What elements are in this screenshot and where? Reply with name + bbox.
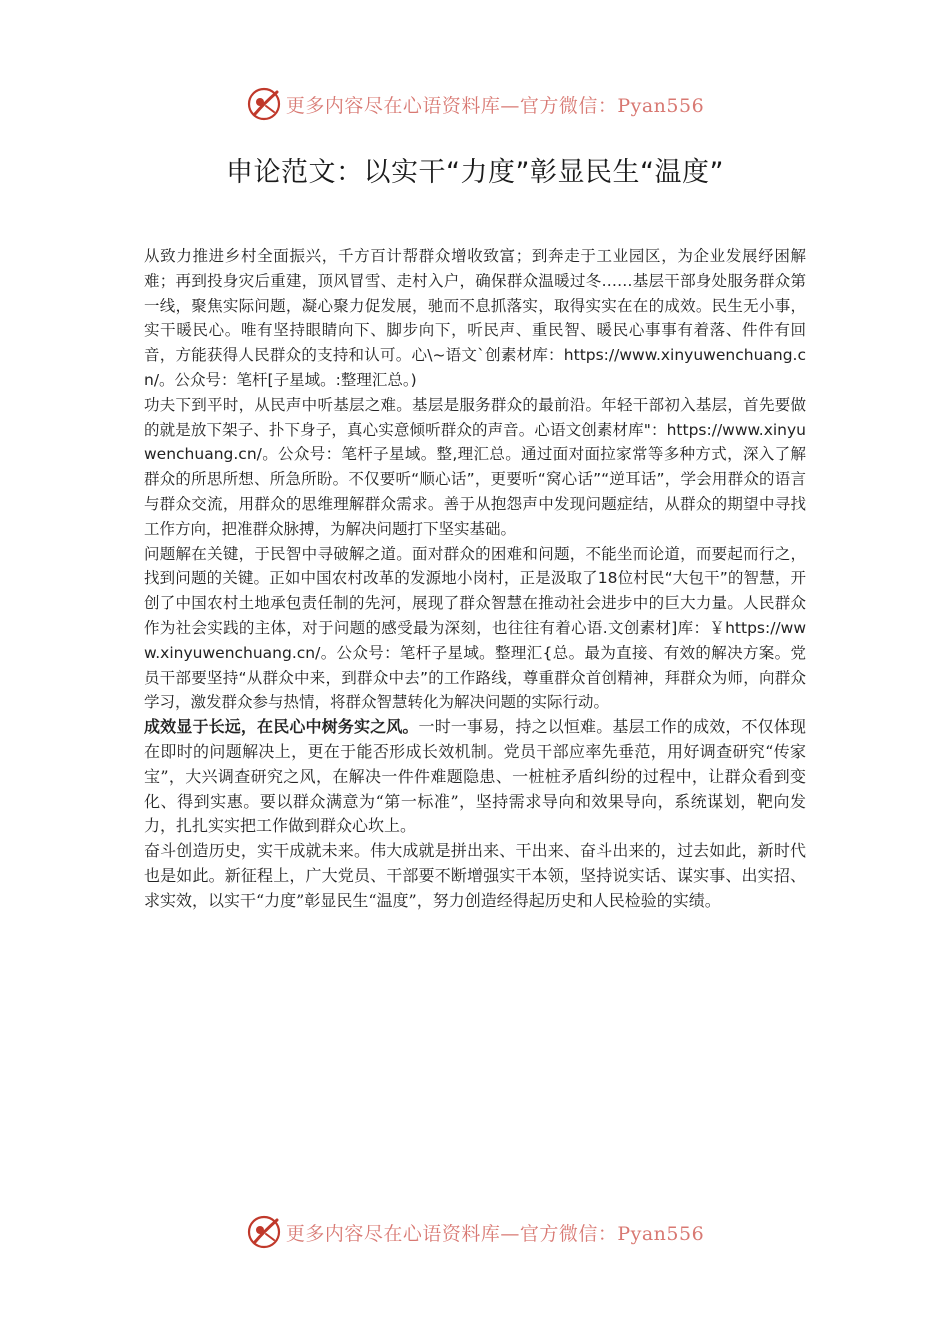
paragraph-text: 一时一事易，持之以恒难。基层工作的成效，不仅体现在即时的问题解决上，更在于能否形成长效机制。党员干部应率先垂范，用好调查研究“传家宝”，大兴调查研究之风，在解决一件件难题隐患、一桩桩矛盾纠纷的过程中，让群众看到变化、得到实惠。要以群众满意为“第一标准”，坚持需求导向和效果导向，系统谋划，靶向发力，扎扎实实把工作做到群众心坎上。: [144, 717, 806, 836]
page-title: 申论范文：以实干“力度”彰显民生“温度”: [226, 157, 724, 188]
article-body: [144, 244, 806, 914]
paragraph-text: 功夫下到平时，从民声中听基层之难。基层是服务群众的最前沿。年轻干部初入基层，首先要做的就是放下架子、扑下身子，真心实意倾听群众的声音。心语文创素材库"：https://www.xinyuwenchuang.cn/。公众号：笔杆子星域。整,理汇总。通过面对面拉家常等多种方式，深入了解群众的所思所想、所急所盼。不仅要听“顺心话”，更要听“窝心话”“逆耳话”，学会用群众的语言与群众交流，用群众的思维理解群众需求。善于从抱怨声中发现问题症结，从群众的期望中寻找工作方向，把准群众脉搏，为解决问题打下坚实基础。: [144, 395, 806, 538]
footer-banner-text: 更多内容尽在心语资料库—官方微信：Pyan556: [285, 1222, 705, 1245]
paragraph-4: [144, 715, 806, 839]
paragraph-text: 从致力推进乡村全面振兴，千方百计帮群众增收致富；到奔走于工业园区，为企业发展纾困解难；再到投身灾后重建，顶风冒雪、走村入户，确保群众温暖过冬……基层干部身处服务群众第一线，聚焦实际问题，凝心聚力促发展，驰而不息抓落实，取得实实在在的成效。民生无小事，实干暖民心。唯有坚持眼睛向下、脚步向下，听民声、重民智、暖民心事事有着落、件件有回音，方能获得人民群众的支持和认可。心\~语文`创素材库：https://www.xinyuwenchuang.cn/。公众号：笔杆[子星域。:整理汇总。): [144, 247, 806, 389]
paragraph-1: [144, 244, 806, 393]
paragraph-5: [144, 839, 806, 913]
logo-icon: [246, 86, 282, 122]
logo-icon: [246, 1214, 282, 1250]
header-banner: [0, 84, 950, 124]
paragraph-text: 奋斗创造历史，实干成就未来。伟大成就是拼出来、干出来、奋斗出来的，过去如此，新时代也是如此。新征程上，广大党员、干部要不断增强实干本领，坚持说实话、谋实事、出实招、求实效，以实干“力度”彰显民生“温度”，努力创造经得起历史和人民检验的实绩。: [144, 841, 806, 910]
paragraph-2: [144, 393, 806, 542]
header-banner-text: 更多内容尽在心语资料库—官方微信：Pyan556: [285, 94, 705, 117]
paragraph-text: 问题解在关键，于民智中寻破解之道。面对群众的困难和问题，不能坐而论道，而要起而行之，找到问题的关键。正如中国农村改革的发源地小岗村，正是汲取了18位村民“大包干”的智慧，开创了中国农村土地承包责任制的先河，展现了群众智慧在推动社会进步中的巨大力量。人民群众作为社会实践的主体，对于问题的感受最为深刻，也往往有着心语.文创素材]库：￥https://www.xinyuwenchuang.cn/。公众号：笔杆子星域。整理汇{总。最为直接、有效的解决方案。党员干部要坚持“从群众中来，到群众中去”的工作路线，尊重群众首创精神，拜群众为师，向群众学习，激发群众参与热情，将群众智慧转化为解决问题的实际行动。: [144, 544, 806, 712]
footer-banner: [0, 1212, 950, 1252]
paragraph-lead: 成效显于长远，在民心中树务实之风。: [144, 717, 419, 737]
paragraph-3: [144, 542, 806, 716]
